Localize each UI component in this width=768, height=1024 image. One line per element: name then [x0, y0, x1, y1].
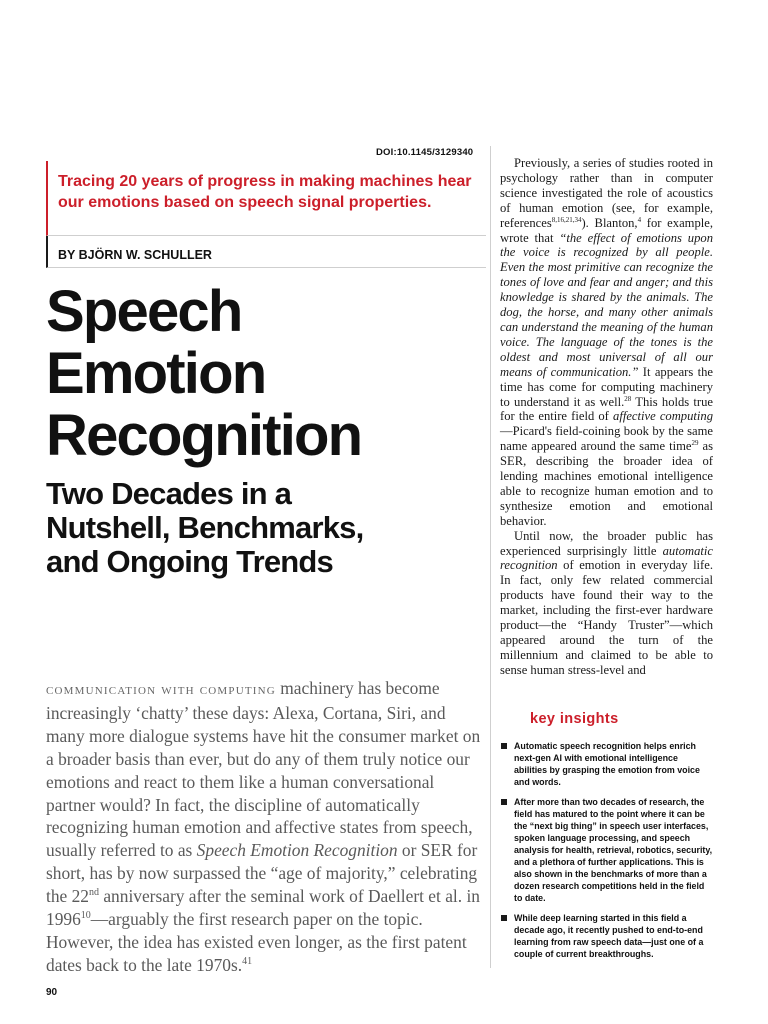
blanton-quote: “the effect of emotions upon the voice is recognized by all people. Even the most primitive can recognize the tones of love and fear and anger; and this knowledge is shared by the animals. The dog, the horse, and many other animals can understand the meaning of the human voice. The language of the tones is the oldest and most universal of all our means of communication.”	[500, 230, 713, 379]
subtitle-line: Nutshell, Benchmarks,	[46, 510, 364, 545]
affective-term: affective computing	[613, 409, 713, 424]
key-insight-text: Automatic speech recognition helps enrich next-gen AI with emotional intelligence abilities by grasping the emotion from voice and words.	[514, 741, 700, 787]
doi-label: DOI:10.1145/3129340	[376, 147, 474, 158]
subtitle-line: and Ongoing Trends	[46, 544, 333, 579]
lede-lead-in: communication with computing	[46, 682, 276, 698]
key-insight-text: After more than two decades of research, the field has matured to the point where it can be the “next big thing” in speech user interfaces, spoken language processing, and speech analysis for health, retrieval, robotics, security, and a plethora of further applications. This is also shown in the benchmarks of more than a dozen research competitions held in the field to date.	[514, 797, 713, 903]
reference-mark: 8,16,21,34	[551, 215, 582, 224]
reference-mark: 41	[242, 956, 253, 968]
page-number: 90	[46, 987, 58, 998]
reference-mark: 10	[80, 910, 91, 922]
reference-mark: 4	[637, 215, 642, 224]
body-text: This holds true for the entire field of	[500, 394, 713, 424]
body-text: as SER, describing the broader idea of lending machines emotional intelligence able to recognize human emotion and to synthesize emotion and emotional behavior.	[500, 439, 714, 528]
subtitle-line: Two Decades in a	[46, 476, 292, 511]
bullet-square-icon	[501, 743, 507, 749]
key-insights-list	[500, 740, 713, 968]
body-paragraph	[500, 156, 713, 529]
key-insight-item	[500, 796, 713, 904]
body-text: Previously, a series of studies rooted in psychology rather than in computer science investigated the role of acoustics of human emotion (see, for example, references	[500, 156, 713, 230]
title-line: Recognition	[46, 403, 362, 468]
ser-term: Speech Emotion Recognition	[196, 840, 398, 861]
reference-mark: 28	[624, 394, 632, 403]
title-line: Emotion	[46, 341, 266, 406]
lede-text: —arguably the first research paper on the topic. However, the idea has existed even longer, as the first patent dates back to the late 1970s.	[46, 909, 467, 975]
reference-mark: 29	[691, 439, 699, 448]
title-line: Speech	[46, 279, 242, 344]
bullet-square-icon	[501, 915, 507, 921]
auto-term: automatic recognition	[500, 543, 713, 573]
key-insights-title: key insights	[530, 711, 619, 727]
article-deck	[46, 161, 486, 236]
bullet-square-icon	[501, 799, 507, 805]
body-paragraph	[500, 529, 713, 678]
body-text: It appears the time has come for computing machinery to understand it as well.	[500, 364, 713, 409]
superscript: nd	[88, 887, 99, 899]
lede-text: machinery has become increasingly ‘chatty’ these days: Alexa, Cortana, Siri, and many more dialogue systems have hit the consumer market on a broader basis than ever, but do any of them truly notice our emotions and react to them like a human conversational partner would? In fact, the discipline of automatically recognizing human emotion and affective states from speech, usually referred to as	[46, 678, 481, 861]
column-divider	[490, 146, 491, 968]
body-text: for example, wrote that	[500, 215, 713, 245]
body-text: ). Blanton,	[581, 215, 638, 230]
article-title	[46, 281, 486, 467]
key-insight-item	[500, 912, 713, 960]
lede-paragraph	[46, 677, 486, 977]
body-text: —Picard's field-coining book by the same name appeared around the same time	[500, 424, 713, 454]
article-subtitle	[46, 477, 486, 579]
key-insight-item	[500, 740, 713, 788]
key-insight-text: While deep learning started in this field a decade ago, it recently pushed to end-to-end learning from raw speech data—just one of a couple of current breakthroughs.	[514, 913, 704, 959]
body-column	[500, 156, 713, 678]
deck-text: Tracing 20 years of progress in making machines hear our emotions based on speech signal properties.	[58, 173, 472, 211]
lede-text: or SER for short, has by now surpassed the “age of majority,” celebrating the 22	[46, 840, 478, 907]
byline: BY BJÖRN W. SCHULLER	[46, 236, 486, 268]
body-text: Until now, the broader public has experienced surprisingly little	[500, 528, 713, 558]
body-text: of emotion in everyday life. In fact, only few related commercial products have found their way to the market, including the first-ever hardware product—the “Handy Truster”—which appeared around the turn of the millennium and claimed to be able to sense human stress-level and	[500, 558, 713, 677]
lede-text: anniversary after the seminal work of Daellert et al. in 1996	[46, 886, 480, 930]
